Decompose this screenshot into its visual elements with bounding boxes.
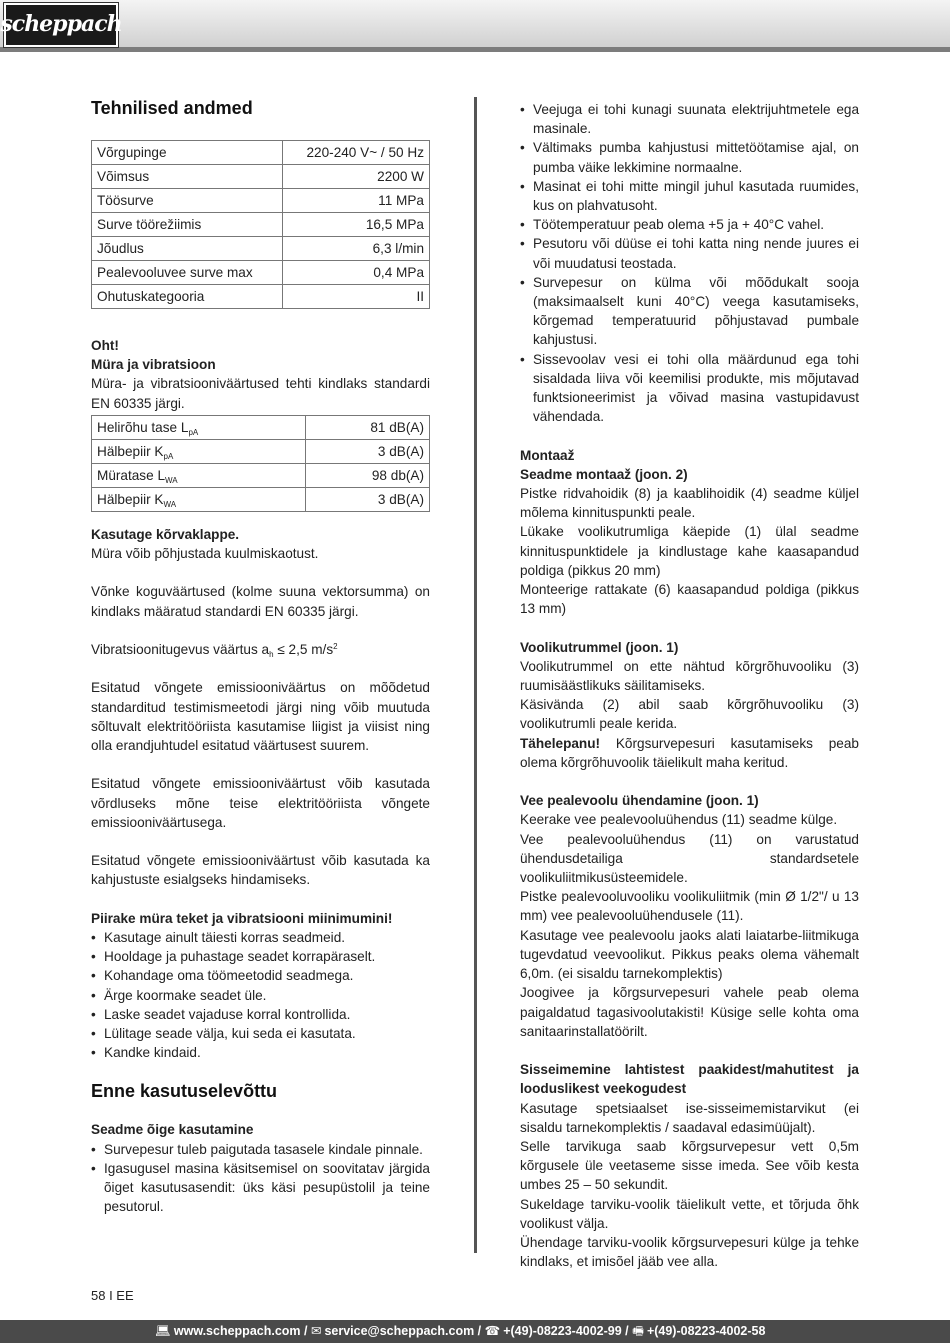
- suction-text: [520, 1099, 859, 1272]
- noise-heading: Müra ja vibratsioon: [91, 357, 216, 373]
- spec-row: [92, 165, 430, 189]
- noise-label-sub: pA: [188, 427, 199, 437]
- ear-protection-heading: Kasutage kõrvaklappe.: [91, 526, 240, 542]
- list-item: • Laske seadet vajaduse korral kontrollida.: [91, 1005, 430, 1024]
- noise-row: [92, 463, 430, 487]
- list-item: • Kohandage oma töömeetodid seadmega.: [91, 966, 430, 985]
- column-divider: [474, 97, 477, 1253]
- safety-list: [520, 100, 859, 426]
- vibration-value: [91, 640, 430, 659]
- water-supply-text: [520, 810, 859, 1040]
- suction-paragraph: Selle tarvikuga saab kõrgsurvepesur vett 0,5m kõrgusele üle veetaseme sisse imeda. See võib kesta umbes 25 – 50 sekundit.: [520, 1138, 859, 1193]
- phone-icon: ☎︎: [484, 1324, 501, 1338]
- water-supply-heading: Vee pealevoolu ühendamine (joon. 1): [520, 793, 759, 809]
- water-supply-paragraph: Kasutage vee pealevoolu jaoks alati laiatarbe-liitmikuga tugevdatud veevoolikut. Pikkus peaks olema vähemalt 6,0m. (ei sisaldu tarnekomplektis): [520, 927, 859, 982]
- suction-paragraph: Sukeldage tarviku-voolik täielikult vette, et tõrjuda õhk voolikust välja.: [520, 1196, 859, 1231]
- water-supply-paragraph: Keerake vee pealevooluühendus (11) seadme külge.: [520, 812, 838, 828]
- spec-value: 16,5 MPa: [282, 213, 429, 237]
- spec-row: [92, 141, 430, 165]
- hose-reel-note: [520, 734, 859, 772]
- footer-phone: +(49)-08223-4002-99: [503, 1324, 622, 1338]
- noise-value: 81 dB(A): [306, 415, 430, 439]
- noise-row: [92, 415, 430, 439]
- noise-table: [91, 415, 430, 512]
- list-item: • Kandke kindaid.: [91, 1043, 430, 1062]
- spec-value: 0,4 MPa: [282, 261, 429, 285]
- footer-fax: +(49)-08223-4002-58: [646, 1324, 766, 1338]
- list-item: • Vältimaks pumba kahjustusi mittetöötamise ajal, on pumba väike lekkimine normaalne.: [520, 138, 859, 176]
- spec-label: Jõudlus: [92, 237, 283, 261]
- footer-website[interactable]: www.scheppach.com: [173, 1324, 301, 1338]
- suction-paragraph: Ühendage tarviku-voolik kõrgsurvepesuri külge ja tehke kindlaks, et imisõel jääb vee alla.: [520, 1234, 859, 1270]
- water-supply-paragraph: Vee pealevooluühendus (11) on varustatud ühendusdetailiga standardsetele voolikuliitmikusüsteemidele.: [520, 831, 859, 886]
- footer-separator: /: [621, 1324, 633, 1338]
- computer-icon: 💻︎: [155, 1324, 171, 1338]
- noise-label-text: Hälbepiir K: [97, 491, 164, 507]
- brand-logo: [0, 3, 122, 47]
- noise-row: [92, 439, 430, 463]
- noise-label-sub: WA: [165, 475, 178, 485]
- list-item: • Kasutage ainult täiesti korras seadmeid.: [91, 928, 430, 947]
- hose-reel-paragraph: Voolikutrummel on ette nähtud kõrgrõhuvooliku (3) ruumisäästlikuks säilitamiseks.: [520, 658, 859, 694]
- emission-paragraph-3: Esitatud võngete emissiooniväärtust võib kasutada ka kahjustuste esialgseks hindamiseks.: [91, 853, 430, 888]
- fax-icon: 🖷︎: [632, 1324, 644, 1338]
- list-item: • Survepesur on külma või mõõdukalt sooja (maksimaalselt kuni 40°C) veega kasutamiseks, kõrgemad temperatuurid põhjustavad pumbale kahjustusi.: [520, 273, 859, 350]
- vibration-value-label: Vibratsioonitugevus väärtus a: [91, 642, 270, 657]
- limit-noise-list: [91, 928, 430, 1062]
- assembly-paragraph: Monteerige rattakate (6) kaasapandud poldiga (pikkus 13 mm): [520, 582, 859, 617]
- spec-value: 6,3 l/min: [282, 237, 429, 261]
- footer-bar: [0, 1320, 950, 1343]
- list-item: • Masinat ei tohi mitte mingil juhul kasutada ruumides, kus on plahvatusoht.: [520, 177, 859, 215]
- hose-reel-note-label: Tähelepanu!: [520, 735, 601, 751]
- header-strip: [0, 47, 950, 52]
- vibration-value-sup: 2: [333, 642, 338, 651]
- warning-label: Oht!: [91, 338, 119, 353]
- vibration-value-number: ≤ 2,5 m/s: [273, 642, 334, 657]
- assembly-heading: Montaaž: [520, 447, 575, 463]
- correct-use-list: [91, 1140, 430, 1217]
- noise-value: 3 dB(A): [306, 439, 430, 463]
- spec-label: Võrgupinge: [92, 141, 283, 165]
- water-supply-paragraph: Pistke pealevooluvooliku voolikuliitmik (min Ø 1/2"/ u 13 mm) vee pealevooluühendusele (11).: [520, 889, 859, 924]
- list-item: • Veejuga ei tohi kunagi suunata elektrijuhtmetele ega masinale.: [520, 100, 859, 138]
- noise-label: [92, 415, 306, 439]
- vibration-text: Võnke koguväärtused (kolme suuna vektorsumma) on kindlaks määratud standardi EN 60335 järgi.: [91, 584, 430, 619]
- list-item: • Ärge koormake seadet üle.: [91, 986, 430, 1005]
- spec-row: [92, 285, 430, 309]
- spec-value: 2200 W: [282, 165, 429, 189]
- section-title-technical: Tehnilised andmed: [91, 98, 253, 118]
- section-title-before-use: Enne kasutuselevõttu: [91, 1081, 278, 1102]
- hose-reel-paragraph: Käsivända (2) abil saab kõrgrõhuvooliku (3) voolikutrumli peale kerida.: [520, 697, 859, 732]
- spec-label: Võimsus: [92, 165, 283, 189]
- spec-label: Pealevooluvee surve max: [92, 261, 283, 285]
- water-supply-paragraph: Joogivee ja kõrgsurvepesuri vahele peab olema paigaldatud tagasivoolutakisti! Küsige selle kohta oma sanitaarinstallatöörilt.: [520, 985, 859, 1039]
- noise-label-text: Hälbepiir K: [97, 443, 164, 459]
- header-bar: [0, 0, 950, 52]
- list-item: • Pesutoru või düüse ei tohi katta ning nende juures ei või muudatusi teostada.: [520, 234, 859, 272]
- spec-value: II: [282, 285, 429, 309]
- list-item: • Lülitage seade välja, kui seda ei kasutata.: [91, 1024, 430, 1043]
- assembly-text: [520, 484, 859, 618]
- noise-row: [92, 487, 430, 511]
- suction-heading: Sisseimemine lahtistest paakidest/mahutitest ja looduslikest veekogudest: [520, 1062, 859, 1097]
- hose-reel-text: [520, 657, 859, 734]
- vibration-value-sub: h: [269, 650, 274, 659]
- ear-protection-text: Müra võib põhjustada kuulmiskaotust.: [91, 546, 319, 562]
- hose-reel-note-text: Kõrgsurvepesuri kasutamiseks peab olema kõrgrõhuvoolik täielikult maha keritud.: [520, 735, 859, 770]
- spec-label: Ohutuskategooria: [92, 285, 283, 309]
- specs-table: [91, 140, 430, 309]
- noise-text: Müra- ja vibratsiooniväärtused tehti kindlaks standardi EN 60335 järgi.: [91, 376, 430, 411]
- spec-value: 11 MPa: [282, 189, 429, 213]
- spec-row: [92, 213, 430, 237]
- footer-separator: /: [300, 1324, 311, 1338]
- list-item: • Igasugusel masina käsitsemisel on soovitatav järgida õiget kasutusasendit: üks käsi pesupüstolil ja teine pesutorul.: [91, 1159, 430, 1217]
- noise-label: [92, 463, 306, 487]
- emission-paragraph-1: Esitatud võngete emissiooniväärtus on mõõdetud standarditud testimismeetodi järgi ning võib muutuda sõltuvalt elektritööriista kasutamise liigist ja viisist ning olla erandjuhtudel esitatud väärtusest suurem.: [91, 680, 430, 753]
- spec-row: [92, 261, 430, 285]
- footer-separator: /: [474, 1324, 485, 1338]
- spec-row: [92, 189, 430, 213]
- spec-row: [92, 237, 430, 261]
- noise-value: 3 dB(A): [306, 487, 430, 511]
- noise-label-text: Müratase L: [97, 467, 166, 483]
- left-column: [91, 96, 430, 1216]
- list-item: • Sissevoolav vesi ei tohi olla määrdunud ega tohi sisaldada liiva või keemilisi produkte, mis mõjutavad funktsioneerimist ja võivad masina vastupidavust vähendada.: [520, 350, 859, 427]
- hose-reel-heading: Voolikutrummel (joon. 1): [520, 639, 679, 655]
- spec-label: Töösurve: [92, 189, 283, 213]
- list-item: • Hooldage ja puhastage seadet korrapäraselt.: [91, 947, 430, 966]
- assembly-paragraph: Pistke ridvahoidik (8) ja kaablihoidik (4) seadme küljel mõlema kinnituspunkti peale.: [520, 486, 859, 521]
- noise-label-sub: WA: [163, 499, 177, 509]
- correct-use-heading: Seadme õige kasutamine: [91, 1122, 254, 1138]
- noise-label-text: Helirõhu tase L: [97, 419, 189, 435]
- footer-email[interactable]: service@scheppach.com: [324, 1324, 475, 1338]
- noise-label: [92, 487, 306, 511]
- noise-label: [92, 439, 306, 463]
- assembly-subheading: Seadme montaaž (joon. 2): [520, 466, 688, 482]
- assembly-paragraph: Lükake voolikutrumliga käepide (1) ülal seadme kinnituspunktidele ja kindlustage kahe kaasapandud poldiga (pikkus 20 mm): [520, 524, 859, 578]
- email-icon: ✉︎: [310, 1324, 322, 1338]
- spec-label: Surve töörežiimis: [92, 213, 283, 237]
- spec-value: 220-240 V~ / 50 Hz: [282, 141, 429, 165]
- list-item: • Töötemperatuur peab olema +5 ja + 40°C vahel.: [520, 215, 859, 234]
- limit-noise-heading: Piirake müra teket ja vibratsiooni miinimumini!: [91, 910, 393, 926]
- noise-value: 98 db(A): [306, 463, 430, 487]
- suction-paragraph: Kasutage spetsiaalset ise-sisseimemistarvikut (ei sisaldu tarnekomplektis / saadaval edasimüüjalt).: [520, 1100, 859, 1135]
- noise-label-sub: pA: [163, 451, 174, 461]
- page-number: 58 I EE: [91, 1288, 134, 1303]
- emission-paragraph-2: Esitatud võngete emissiooniväärtust võib kasutada võrdluseks mõne teise elektritööriista võngete emissiooniväärtusega.: [91, 776, 430, 830]
- brand-logo-text: scheppach: [0, 11, 122, 38]
- list-item: • Survepesur tuleb paigutada tasasele kindale pinnale.: [91, 1140, 430, 1159]
- right-column: [520, 100, 859, 1271]
